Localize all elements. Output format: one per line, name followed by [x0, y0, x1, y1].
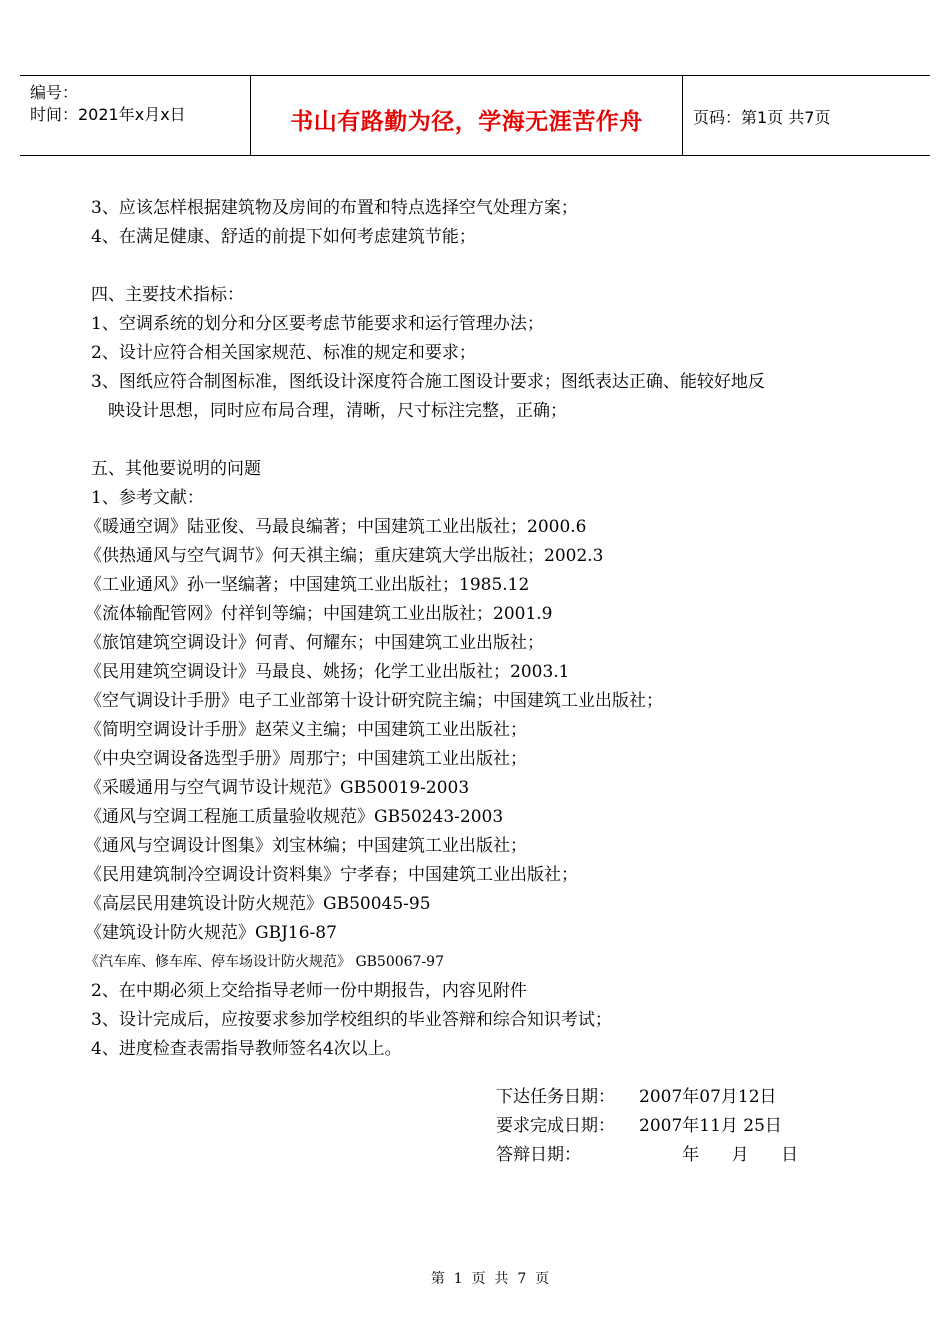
page-header	[20, 75, 930, 156]
page-footer: 第 1 页 共 7 页	[430, 1271, 550, 1287]
reference-item: 《中央空调设备选型手册》周那宁；中国建筑工业出版社；	[85, 749, 527, 769]
date-value: 2007年07月12日	[639, 1087, 777, 1107]
date-label: 下达任务日期：	[496, 1087, 615, 1107]
reference-item: 《建筑设计防火规范》GBJ16-87	[85, 923, 337, 943]
reference-item: 《供热通风与空气调节》何天祺主编；重庆建筑大学出版社；2002.3	[85, 546, 604, 566]
header-page-number: 页码：第1页 共7页	[693, 108, 831, 127]
reference-item: 《通风与空调设计图集》刘宝林编；中国建筑工业出版社；	[85, 836, 527, 856]
reference-item: 《民用建筑制冷空调设计资料集》宁孝春；中国建筑工业出版社；	[85, 865, 578, 885]
date-row	[496, 1141, 798, 1170]
reference-item: 《民用建筑空调设计》马最良、姚扬；化学工业出版社；2003.1	[85, 662, 570, 682]
reference-item: 《采暖通用与空气调节设计规范》GB50019-2003	[85, 778, 470, 798]
reference-item: 《暖通空调》陆亚俊、马最良编著；中国建筑工业出版社；2000.6	[85, 517, 587, 537]
reference-item: 《通风与空调工程施工质量验收规范》GB50243-2003	[85, 807, 504, 827]
section-heading: 四、主要技术指标：	[91, 285, 244, 305]
date-label: 要求完成日期：	[496, 1116, 615, 1136]
reference-item: 《高层民用建筑设计防火规范》GB50045-95	[85, 894, 431, 914]
reference-item: 《简明空调设计手册》赵荣义主编；中国建筑工业出版社；	[85, 720, 527, 740]
list-item: 3、图纸应符合制图标准，图纸设计深度符合施工图设计要求；图纸表达正确、能较好地反	[91, 372, 765, 392]
list-item: 3、应该怎样根据建筑物及房间的布置和特点选择空气处理方案；	[91, 198, 578, 218]
reference-item: 《流体输配管网》付祥钊等编；中国建筑工业出版社；2001.9	[85, 604, 553, 624]
date-value: 2007年11月 25日	[639, 1116, 782, 1136]
date-label: 答辩日期：	[496, 1145, 581, 1165]
list-item-continuation: 映设计思想，同时应布局合理，清晰，尺寸标注完整，正确；	[108, 401, 567, 421]
reference-item: 《空气调设计手册》电子工业部第十设计研究院主编；中国建筑工业出版社；	[85, 691, 663, 711]
references-title: 1、参考文献：	[91, 488, 204, 508]
list-item: 2、在中期必须上交给指导老师一份中期报告，内容见附件	[91, 981, 527, 1001]
date-block	[496, 1083, 798, 1170]
document-time: 时间：2021年x月x日	[30, 105, 186, 124]
list-item: 2、设计应符合相关国家规范、标准的规定和要求；	[91, 343, 476, 363]
list-item: 1、空调系统的划分和分区要考虑节能要求和运行管理办法；	[91, 314, 544, 334]
reference-item: 《汽车库、修车库、停车场设计防火规范》 GB50067-97	[85, 954, 445, 970]
document-number: 编号：	[30, 83, 79, 102]
date-row	[496, 1112, 798, 1141]
header-meta	[20, 76, 251, 155]
date-row	[496, 1083, 798, 1112]
reference-item: 《旅馆建筑空调设计》何青、何耀东；中国建筑工业出版社；	[85, 633, 544, 653]
reference-item: 《工业通风》孙一坚编著；中国建筑工业出版社；1985.12	[85, 575, 530, 595]
list-item: 4、进度检查表需指导教师签名4次以上。	[91, 1039, 402, 1059]
section-heading: 五、其他要说明的问题	[91, 459, 261, 479]
list-item: 4、在满足健康、舒适的前提下如何考虑建筑节能；	[91, 227, 476, 247]
document-body	[85, 194, 891, 1064]
list-item: 3、设计完成后，应按要求参加学校组织的毕业答辩和综合知识考试；	[91, 1010, 612, 1030]
date-value: 年 月 日	[639, 1145, 799, 1165]
header-motto: 书山有路勤为径，学海无涯苦作舟	[251, 76, 683, 155]
